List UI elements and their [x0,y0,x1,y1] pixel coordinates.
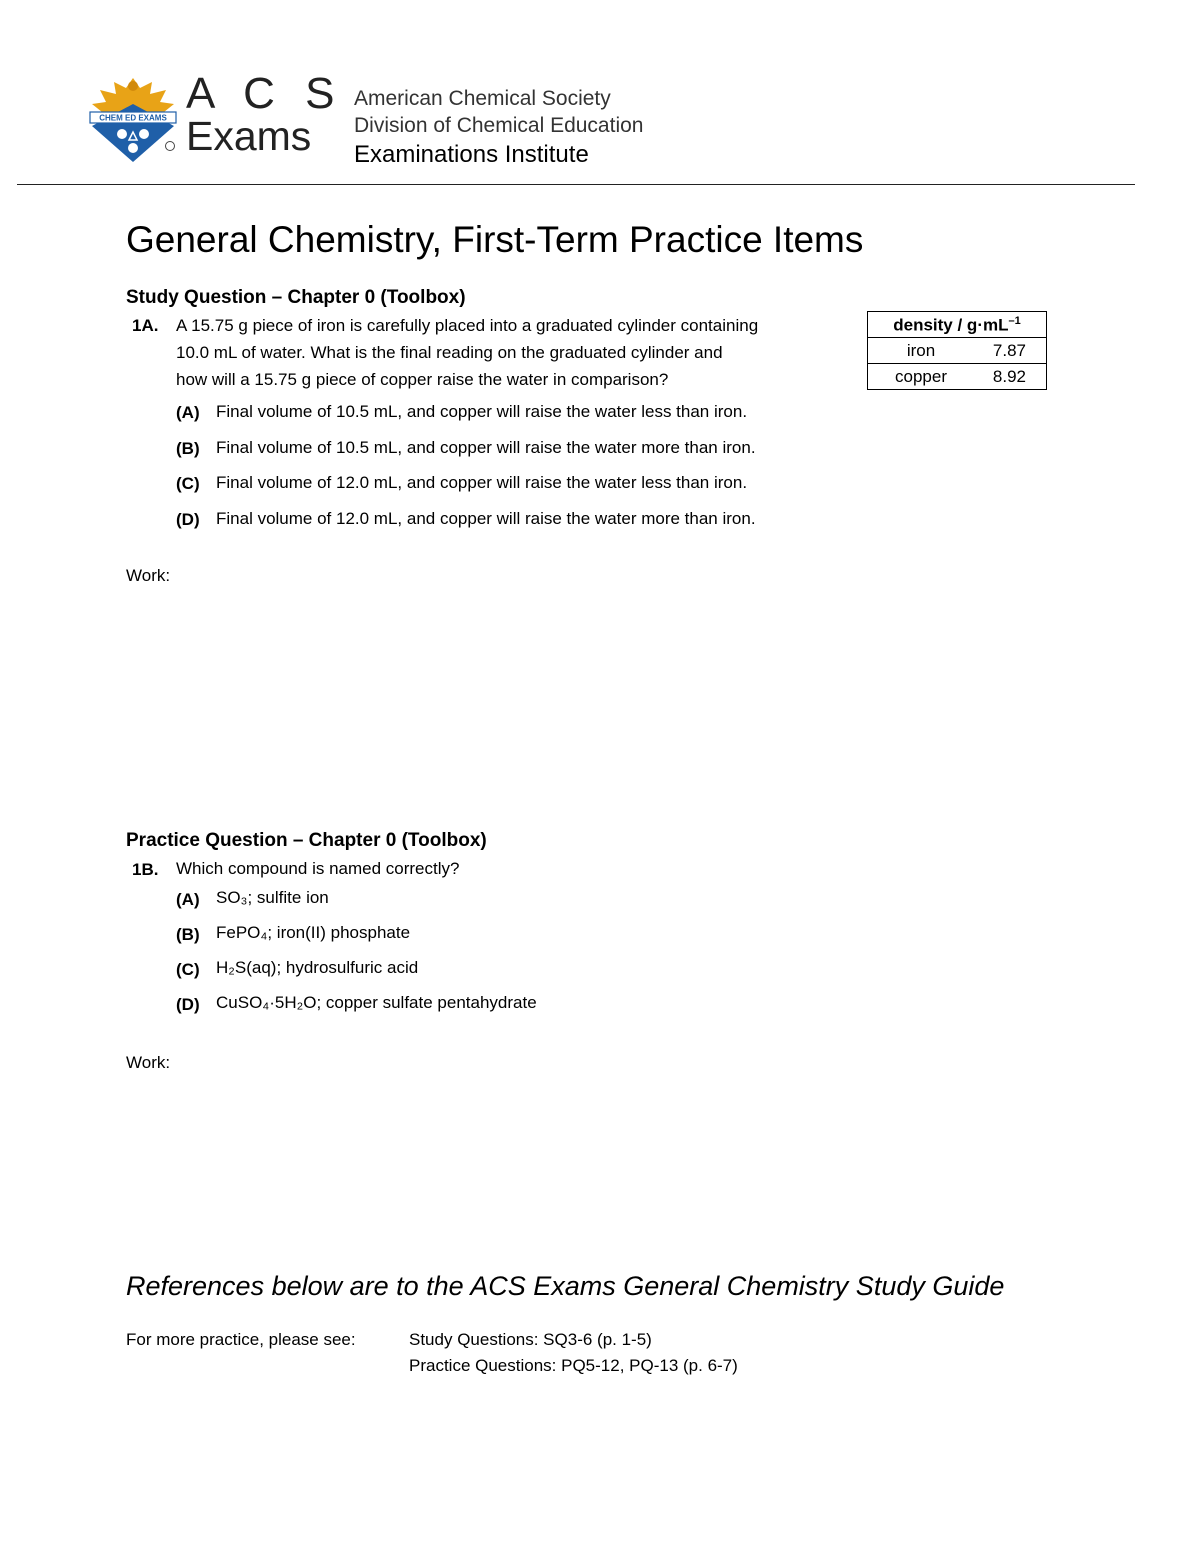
header-divider [17,184,1135,185]
study-option-d-letter: (D) [176,510,200,529]
logo-badge-text: CHEM ED EXAMS [99,113,167,123]
org-line-1: American Chemical Society [354,87,611,110]
density-name-copper: copper [895,367,947,386]
question-line: how will a 15.75 g piece of copper raise the water in comparison? [176,370,669,389]
study-question-number: 1A. [132,316,159,335]
question-line: A 15.75 g piece of iron is carefully placed into a graduated cylinder containing [176,316,759,335]
acs-exams-logo [88,74,178,166]
study-option-a-text: Final volume of 10.5 mL, and copper will raise the water less than iron. [216,402,748,421]
practice-question-number: 1B. [132,860,159,879]
logo-exams-text: Exams [186,113,312,159]
practice-question-heading: Practice Question – Chapter 0 (Toolbox) [126,830,487,851]
more-practice-label: For more practice, please see: [126,1330,356,1349]
study-work-label: Work: [126,566,171,585]
study-option-b-text: Final volume of 10.5 mL, and copper will raise the water more than iron. [216,438,756,457]
question-line: 10.0 mL of water. What is the final reading on the graduated cylinder and [176,343,723,362]
org-line-2: Division of Chemical Education [354,114,644,137]
study-option-d-text: Final volume of 12.0 mL, and copper will raise the water more than iron. [216,509,756,528]
practice-option-a-text: SO₃; sulfite ion [216,888,329,907]
practice-option-c-text: H₂S(aq); hydrosulfuric acid [216,958,419,977]
practice-option-b-letter: (B) [176,925,200,944]
density-header-text: density / g·mL [893,315,1009,335]
practice-option-d-letter: (D) [176,995,200,1014]
practice-question-text: Which compound is named correctly? [176,859,460,878]
study-option-c-letter: (C) [176,474,200,493]
practice-option-b-text: FePO₄; iron(II) phosphate [216,923,411,942]
density-name-iron: iron [906,341,936,360]
logo-acs-text: A C S [186,69,344,118]
table-row [868,338,1047,364]
density-table-header [868,312,1047,338]
practice-option-c-letter: (C) [176,960,200,979]
references-heading: References below are to the ACS Exams General Chemistry Study Guide [126,1271,1005,1301]
study-question-text [176,312,866,393]
page-title: General Chemistry, First-Term Practice Items [126,219,864,260]
practice-questions-reference: Practice Questions: PQ5-12, PQ-13 (p. 6-7) [409,1356,738,1375]
study-question-heading: Study Question – Chapter 0 (Toolbox) [126,287,466,308]
study-option-a-letter: (A) [176,403,200,422]
density-value-iron: 7.87 [992,341,1026,360]
org-line-3: Examinations Institute [354,141,589,168]
study-option-b-letter: (B) [176,439,200,458]
practice-option-d-text: CuSO₄·5H₂O; copper sulfate pentahydrate [216,993,537,1012]
density-value-copper: 8.92 [992,367,1026,386]
density-header-sup: –1 [1008,314,1021,327]
table-row [868,364,1047,390]
study-questions-reference: Study Questions: SQ3-6 (p. 1-5) [409,1330,652,1349]
density-table [867,311,1047,390]
density-table-header-row [868,312,1047,338]
practice-option-a-letter: (A) [176,890,200,909]
study-option-c-text: Final volume of 12.0 mL, and copper will raise the water less than iron. [216,473,748,492]
practice-work-label: Work: [126,1053,171,1072]
